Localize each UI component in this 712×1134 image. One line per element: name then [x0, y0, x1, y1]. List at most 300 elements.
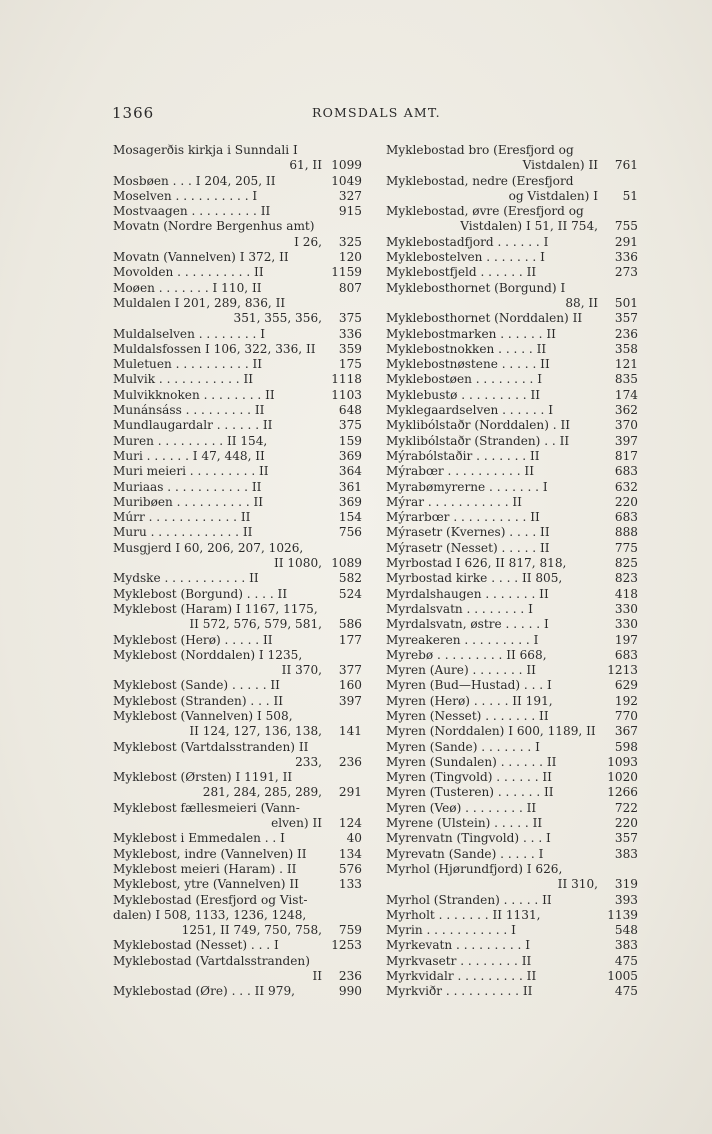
index-entry-line — [386, 984, 638, 999]
index-entry — [386, 954, 638, 969]
index-entry — [113, 449, 362, 464]
entry-text: Myren (Tingvold) . . . . . . II — [386, 770, 552, 785]
index-entry — [386, 770, 638, 785]
entry-text: Mýrasetr (Kvernes) . . . . II — [386, 525, 550, 540]
index-entry-line — [113, 204, 362, 219]
entry-text: I 26, — [294, 234, 322, 249]
index-entry — [386, 648, 638, 663]
entry-text: Myrbostad I 626, II 817, 818, — [386, 556, 567, 571]
index-entry — [113, 357, 362, 372]
index-entry — [113, 954, 362, 985]
page-reference: 160 — [338, 678, 362, 693]
index-entry-line — [386, 633, 638, 648]
page-reference: 325 — [338, 234, 362, 249]
entry-text: Muru . . . . . . . . . . . . II — [113, 525, 253, 540]
page-reference: 775 — [614, 540, 638, 555]
index-entry — [113, 847, 362, 862]
page-reference: 807 — [338, 280, 362, 295]
index-entry-line — [113, 602, 362, 617]
entry-text: Myren (Veø) . . . . . . . . II — [386, 800, 537, 815]
index-entry-line — [386, 785, 638, 800]
index-entry — [386, 602, 638, 617]
page-reference: 361 — [338, 479, 362, 494]
page-reference: 582 — [338, 571, 362, 586]
index-entry-line — [386, 816, 638, 831]
page-reference: 358 — [614, 341, 638, 356]
index-entry-line — [113, 480, 362, 495]
index-entry-line — [113, 938, 362, 953]
page-reference: 134 — [338, 846, 362, 861]
page-reference: 548 — [614, 923, 638, 938]
index-entry-line — [386, 219, 638, 234]
index-entry-line — [113, 663, 362, 678]
index-entry-line — [113, 694, 362, 709]
index-entry — [386, 250, 638, 265]
entry-text: 351, 355, 356, — [233, 311, 322, 326]
entry-text: Myrene (Ulstein) . . . . . II — [386, 816, 543, 831]
page-reference: 683 — [614, 464, 638, 479]
index-entry-line — [113, 831, 362, 846]
index-entry — [386, 755, 638, 770]
index-entry — [113, 831, 362, 846]
page-reference: 383 — [614, 846, 638, 861]
index-entry — [386, 204, 638, 235]
index-entry — [386, 510, 638, 525]
index-entry — [113, 174, 362, 189]
index-entry-line — [386, 143, 638, 158]
index-entry-line — [386, 724, 638, 739]
page-reference: 761 — [614, 158, 638, 173]
index-entry-line — [113, 571, 362, 586]
index-entry-line — [386, 923, 638, 938]
page-reference: 1099 — [331, 158, 362, 173]
page-reference: 524 — [338, 586, 362, 601]
entry-text: Muletuen . . . . . . . . . . II — [113, 357, 263, 372]
index-entry-line — [386, 755, 638, 770]
entry-text: Myren (Sande) . . . . . . . I — [386, 739, 540, 754]
page-reference: 362 — [614, 403, 638, 418]
entry-text: Myrabømyrerne . . . . . . . I — [386, 479, 548, 494]
index-entry — [386, 495, 638, 510]
entry-text: elven) II — [271, 816, 322, 831]
entry-text: Myreakeren . . . . . . . . . I — [386, 632, 539, 647]
entry-text: Moselven . . . . . . . . . . I — [113, 188, 258, 203]
entry-text: Mostvaagen . . . . . . . . . II — [113, 204, 271, 219]
index-entry — [113, 801, 362, 832]
index-entry — [386, 847, 638, 862]
index-entry-line — [113, 434, 362, 449]
index-entry-line — [113, 219, 362, 234]
page-reference: 377 — [338, 663, 362, 678]
page-reference: 817 — [614, 448, 638, 463]
index-entry-line — [113, 755, 362, 770]
index-entry — [113, 480, 362, 495]
index-entry-line — [386, 617, 638, 632]
index-entry — [386, 418, 638, 433]
entry-text: Múrr . . . . . . . . . . . . II — [113, 510, 251, 525]
index-entry — [386, 785, 638, 800]
index-entry — [113, 265, 362, 280]
index-entry — [386, 357, 638, 372]
page-reference: 1089 — [331, 556, 362, 571]
index-entry — [113, 525, 362, 540]
index-entry-line — [113, 235, 362, 250]
entry-text: Vistdalen) II — [522, 158, 598, 173]
entry-text: Myklebost (Vannelven) I 508, — [113, 708, 293, 723]
entry-text: Mosagerðis kirkja i Sunndali I — [113, 143, 298, 157]
page-reference: 629 — [614, 678, 638, 693]
index-entry — [386, 342, 638, 357]
index-entry — [386, 372, 638, 387]
entry-text: 61, II — [289, 158, 322, 173]
index-entry — [113, 434, 362, 449]
entry-text: Mýrabólstaðir . . . . . . . II — [386, 448, 540, 463]
index-entry-line — [386, 862, 638, 877]
entry-text: Moøen . . . . . . . I 110, II — [113, 280, 262, 295]
index-entry-line — [113, 678, 362, 693]
index-entry — [113, 770, 362, 801]
index-entry — [113, 250, 362, 265]
index-entry-line — [113, 724, 362, 739]
entry-text: Myrkvasetr . . . . . . . . II — [386, 953, 532, 968]
entry-text: Myklebost (Borgund) . . . . II — [113, 586, 288, 601]
index-entry-line — [113, 984, 362, 999]
index-entry-line — [386, 342, 638, 357]
index-entry-line — [113, 296, 362, 311]
entry-text: Mulvik . . . . . . . . . . . II — [113, 372, 254, 387]
index-entry-line — [113, 464, 362, 479]
entry-text: Mýrasetr (Nesset) . . . . . II — [386, 540, 550, 555]
page-reference: 141 — [338, 724, 362, 739]
entry-text: Myklebost (Haram) I 1167, 1175, — [113, 601, 318, 616]
index-entry — [113, 327, 362, 342]
page-reference: 273 — [614, 265, 638, 280]
index-entry — [113, 342, 362, 357]
page-reference: 236 — [338, 969, 362, 984]
index-entry-line — [113, 740, 362, 755]
entry-text: 233, — [295, 754, 322, 769]
index-entry — [113, 510, 362, 525]
entry-text: Muldalen I 201, 289, 836, II — [113, 295, 286, 310]
index-entry-line — [113, 372, 362, 387]
index-entry-line — [113, 541, 362, 556]
entry-text: Myklebostad (Vartdalsstranden) — [113, 953, 310, 968]
page-reference: 1093 — [607, 754, 638, 769]
page-reference: 1159 — [331, 265, 362, 280]
index-entry-line — [113, 357, 362, 372]
entry-text: Myklegaardselven . . . . . . I — [386, 403, 554, 418]
index-entry-line — [113, 587, 362, 602]
index-entry-line — [386, 587, 638, 602]
entry-text: II 124, 127, 136, 138, — [189, 724, 322, 739]
page-reference: 375 — [338, 418, 362, 433]
entry-text: Mydske . . . . . . . . . . . II — [113, 571, 259, 586]
index-entry — [386, 908, 638, 923]
page-reference: 336 — [338, 326, 362, 341]
page-reference: 1103 — [331, 387, 362, 402]
page-reference: 327 — [338, 188, 362, 203]
index-entry-line — [386, 571, 638, 586]
index-entry-line — [386, 281, 638, 296]
page-reference: 501 — [614, 295, 638, 310]
entry-text: II 310, — [557, 877, 598, 892]
page-reference: 1005 — [607, 969, 638, 984]
index-entry — [386, 633, 638, 648]
index-entry — [386, 969, 638, 984]
entry-text: Myklebostnokken . . . . . II — [386, 341, 547, 356]
entry-text: Myrevatn (Sande) . . . . . I — [386, 846, 544, 861]
page-reference: 1020 — [607, 770, 638, 785]
index-entry-line — [113, 327, 362, 342]
page-reference: 291 — [614, 234, 638, 249]
entry-text: Muldalsfossen I 106, 322, 336, II — [113, 341, 316, 356]
index-entry — [113, 862, 362, 877]
entry-text: Mulvikknoken . . . . . . . . II — [113, 387, 275, 402]
index-entry-line — [386, 434, 638, 449]
index-entry — [386, 464, 638, 479]
entry-text: Mýrar . . . . . . . . . . . II — [386, 494, 522, 509]
index-entry-line — [113, 893, 362, 908]
index-entry — [386, 235, 638, 250]
index-entry-line — [386, 403, 638, 418]
entry-text: Movolden . . . . . . . . . . II — [113, 265, 264, 280]
index-entry-line — [386, 678, 638, 693]
entry-text: Myklebost, indre (Vannelven) II — [113, 846, 307, 861]
entry-text: Myrenvatn (Tingvold) . . . I — [386, 831, 551, 846]
page-reference: 369 — [338, 494, 362, 509]
entry-text: Myklebostad, nedre (Eresfjord — [386, 173, 574, 188]
index-entry-line — [386, 709, 638, 724]
page-reference: 330 — [614, 617, 638, 632]
entry-text: Myklebustø . . . . . . . . . II — [386, 387, 541, 402]
entry-text: Myrhol (Stranden) . . . . . II — [386, 892, 552, 907]
page-reference: 915 — [338, 204, 362, 219]
entry-text: Vistdalen) I 51, II 754, — [460, 219, 598, 234]
index-entry-line — [113, 342, 362, 357]
index-entry — [386, 801, 638, 816]
index-entry — [113, 189, 362, 204]
entry-text: Myrdalshaugen . . . . . . . II — [386, 586, 549, 601]
page-reference: 367 — [614, 724, 638, 739]
index-entry-line — [386, 510, 638, 525]
entry-text: Mundlaugardalr . . . . . . II — [113, 418, 273, 433]
entry-text: Myklebosthornet (Borgund) I — [386, 280, 566, 295]
index-entry-line — [386, 250, 638, 265]
entry-text: Myklebost (Ørsten) I 1191, II — [113, 770, 293, 785]
index-entry-line — [113, 709, 362, 724]
index-entry-line — [386, 740, 638, 755]
index-entry-line — [113, 281, 362, 296]
entry-text: II 370, — [281, 663, 322, 678]
index-entry-line — [386, 694, 638, 709]
page-reference: 197 — [614, 632, 638, 647]
index-entry — [386, 525, 638, 540]
page-reference: 1139 — [607, 907, 638, 922]
index-entry — [113, 571, 362, 586]
entry-text: II 572, 576, 579, 581, — [189, 617, 322, 632]
page-reference: 133 — [338, 877, 362, 892]
index-entry-line — [386, 801, 638, 816]
page-reference: 475 — [614, 984, 638, 999]
entry-text: Myrdalsvatn . . . . . . . . I — [386, 601, 533, 616]
page-reference: 586 — [338, 617, 362, 632]
index-entry — [386, 265, 638, 280]
index-entry-line — [113, 174, 362, 189]
index-entry-line — [386, 372, 638, 387]
index-entry — [386, 617, 638, 632]
entry-text: Movatn (Vannelven) I 372, II — [113, 250, 289, 265]
index-entry-line — [113, 265, 362, 280]
index-entry-line — [113, 801, 362, 816]
page-reference: 357 — [614, 311, 638, 326]
index-entry — [386, 480, 638, 495]
entry-text: Myklebost (Vartdalsstranden) II — [113, 739, 309, 754]
entry-text: Myklebost (Herø) . . . . . II — [113, 632, 273, 647]
page-reference: 756 — [338, 525, 362, 540]
entry-text: Myklebostfjeld . . . . . . II — [386, 265, 537, 280]
index-entry — [113, 281, 362, 296]
index-entry-line — [386, 954, 638, 969]
entry-text: Mýrarbœr . . . . . . . . . . II — [386, 510, 540, 525]
page-reference: 51 — [622, 188, 638, 203]
index-entry — [113, 143, 362, 174]
page-reference: 418 — [614, 586, 638, 601]
index-entry-line — [113, 862, 362, 877]
index-entry — [113, 678, 362, 693]
entry-text: Myklebostad, øvre (Eresfjord og — [386, 204, 584, 219]
index-entry-line — [113, 847, 362, 862]
page-reference: 120 — [338, 250, 362, 265]
entry-text: dalen) I 508, 1133, 1236, 1248, — [113, 907, 307, 922]
index-entry-line — [386, 265, 638, 280]
entry-text: Myklebostmarken . . . . . . II — [386, 326, 556, 341]
page-reference: 683 — [614, 510, 638, 525]
index-entry-line — [386, 648, 638, 663]
entry-text: Myklebost (Stranden) . . . II — [113, 693, 284, 708]
index-entry-line — [386, 158, 638, 173]
index-entry — [386, 556, 638, 571]
page-reference: 330 — [614, 601, 638, 616]
page-reference: 770 — [614, 708, 638, 723]
page-reference: 220 — [614, 494, 638, 509]
entry-text: Muribøen . . . . . . . . . . II — [113, 494, 264, 509]
page-reference: 375 — [338, 311, 362, 326]
index-entry-line — [386, 449, 638, 464]
index-entry-line — [386, 541, 638, 556]
entry-text: Myklebostad (Øre) . . . II 979, — [113, 984, 295, 999]
index-entry-line — [113, 648, 362, 663]
entry-text: Myrholt . . . . . . . II 1131, — [386, 907, 541, 922]
page-reference: 835 — [614, 372, 638, 387]
index-entry-line — [113, 403, 362, 418]
index-entry-line — [113, 418, 362, 433]
entry-text: Muren . . . . . . . . . II 154, — [113, 433, 268, 448]
index-entry-line — [113, 143, 362, 158]
index-entry-line — [113, 311, 362, 326]
entry-text: II 1080, — [273, 556, 322, 571]
index-entry — [113, 877, 362, 892]
page-reference: 291 — [338, 785, 362, 800]
entry-text: Muldalselven . . . . . . . . I — [113, 326, 265, 341]
index-entry — [113, 587, 362, 602]
entry-text: Myklebostadfjord . . . . . . I — [386, 234, 549, 249]
entry-text: Myklebost i Emmedalen . . I — [113, 831, 285, 846]
page-reference: 598 — [614, 739, 638, 754]
index-entry — [113, 204, 362, 219]
page-reference: 1118 — [331, 372, 362, 387]
page-reference: 236 — [614, 326, 638, 341]
index-entry — [386, 434, 638, 449]
entry-text: Myrhol (Hjørundfjord) I 626, — [386, 861, 563, 876]
page-reference: 397 — [338, 693, 362, 708]
page-reference: 174 — [614, 387, 638, 402]
index-entry-line — [113, 388, 362, 403]
index-entry-line — [386, 831, 638, 846]
page-reference: 192 — [614, 693, 638, 708]
entry-text: Myklebostelven . . . . . . . I — [386, 250, 545, 265]
index-entry-line — [113, 495, 362, 510]
page-reference: 683 — [614, 647, 638, 662]
index-entry — [386, 541, 638, 556]
index-entry — [386, 709, 638, 724]
index-entry-line — [113, 633, 362, 648]
index-entry-line — [113, 785, 362, 800]
entry-text: Myren (Tusteren) . . . . . . II — [386, 785, 554, 800]
index-entry-line — [386, 174, 638, 189]
page-reference: 722 — [614, 800, 638, 815]
index-entry — [386, 923, 638, 938]
entry-text: Myren (Nesset) . . . . . . . II — [386, 708, 549, 723]
index-entry-line — [386, 877, 638, 892]
entry-text: Myklebost, ytre (Vannelven) II — [113, 877, 299, 892]
index-entry-line — [113, 556, 362, 571]
index-entry — [386, 327, 638, 342]
index-entry — [386, 587, 638, 602]
index-entry — [113, 495, 362, 510]
index-entry — [386, 281, 638, 312]
index-entry-line — [113, 954, 362, 969]
page-reference: 364 — [338, 464, 362, 479]
entry-text: Myrbostad kirke . . . . II 805, — [386, 571, 563, 586]
page-reference: 759 — [338, 923, 362, 938]
index-entry — [113, 633, 362, 648]
index-entry-line — [386, 480, 638, 495]
index-entry — [113, 938, 362, 953]
entry-text: Myrebø . . . . . . . . . II 668, — [386, 647, 547, 662]
entry-text: Myklibólstaðr (Norddalen) . II — [386, 418, 571, 433]
page-reference: 369 — [338, 448, 362, 463]
index-entry-line — [386, 235, 638, 250]
entry-text: og Vistdalen) I — [508, 188, 598, 203]
page-reference: 236 — [338, 754, 362, 769]
index-entry-line — [386, 908, 638, 923]
entry-text: Mosbøen . . . I 204, 205, II — [113, 173, 276, 188]
index-entry-line — [386, 464, 638, 479]
entry-text: Myklibólstaðr (Stranden) . . II — [386, 433, 570, 448]
entry-text: 281, 284, 285, 289, — [202, 785, 322, 800]
index-entry — [386, 724, 638, 739]
entry-text: Myklebostøen . . . . . . . . I — [386, 372, 543, 387]
index-entry-line — [386, 388, 638, 403]
page-reference: 393 — [614, 892, 638, 907]
index-entry — [113, 893, 362, 939]
entry-text: Myrkevatn . . . . . . . . . I — [386, 938, 530, 953]
index-entry — [386, 740, 638, 755]
page-reference: 175 — [338, 357, 362, 372]
entry-text: Myren (Bud—Hustad) . . . I — [386, 678, 552, 693]
entry-text: Myklebostad (Eresfjord og Vist- — [113, 892, 308, 907]
index-entry-line — [386, 296, 638, 311]
